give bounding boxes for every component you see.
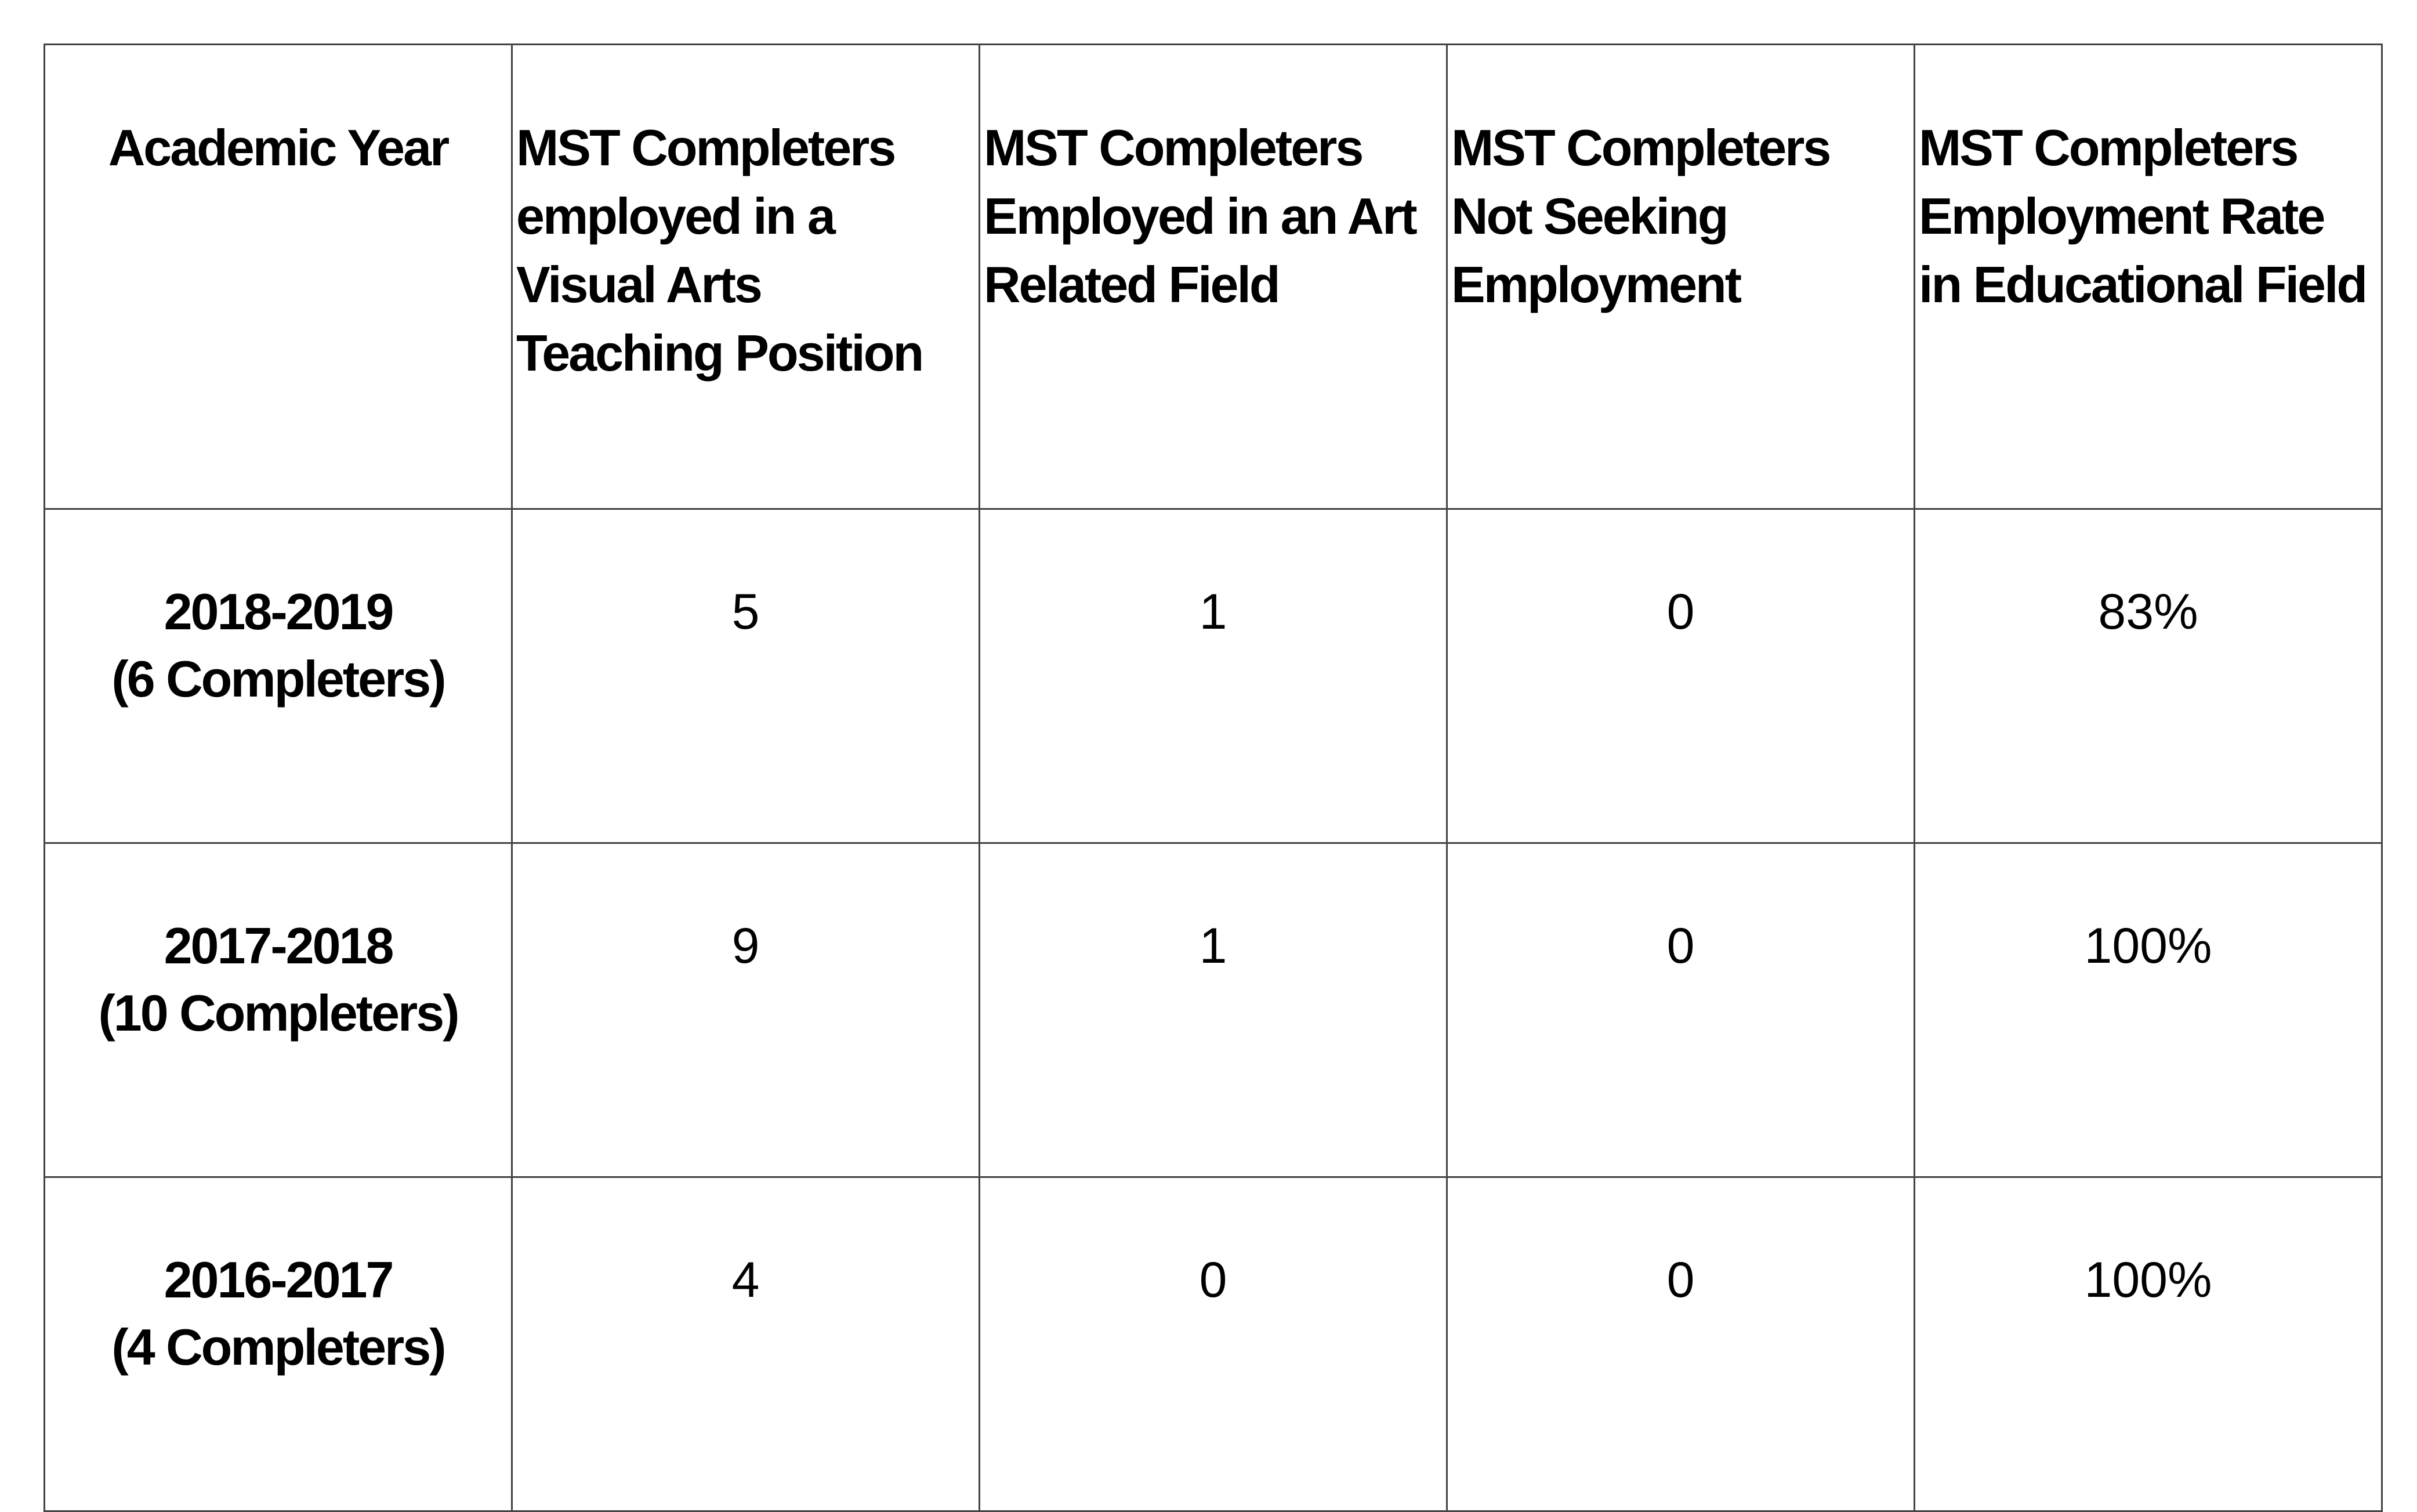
employment-outcomes-table bbox=[44, 43, 2383, 1512]
art-related-field-value: 0 bbox=[980, 1177, 1447, 1511]
header-art-related-field: MST Completers Employed in an Art Related Field bbox=[980, 45, 1447, 509]
academic-year-cell bbox=[45, 843, 512, 1177]
header-row bbox=[45, 45, 2382, 509]
completers-count: (10 Completers) bbox=[98, 984, 458, 1042]
teaching-position-value: 5 bbox=[512, 509, 980, 843]
table-header bbox=[45, 45, 2382, 509]
completers-count: (4 Completers) bbox=[111, 1318, 445, 1376]
table-row bbox=[45, 843, 2382, 1177]
table-row bbox=[45, 1177, 2382, 1511]
header-teaching-position: MST Completers employed in a Visual Arts Teaching Position bbox=[512, 45, 980, 509]
academic-year-cell bbox=[45, 1177, 512, 1511]
employment-rate-value: 83% bbox=[1915, 509, 2382, 843]
teaching-position-value: 4 bbox=[512, 1177, 980, 1511]
not-seeking-employment-value: 0 bbox=[1447, 1177, 1915, 1511]
header-not-seeking-employment: MST Completers Not Seeking Employment bbox=[1447, 45, 1915, 509]
art-related-field-value: 1 bbox=[980, 843, 1447, 1177]
academic-year: 2016-2017 bbox=[164, 1251, 393, 1308]
table-row bbox=[45, 509, 2382, 843]
table-body bbox=[45, 509, 2382, 1511]
header-employment-rate: MST Completers Employment Rate in Educational Field bbox=[1915, 45, 2382, 509]
header-academic-year: Academic Year bbox=[45, 45, 512, 509]
art-related-field-value: 1 bbox=[980, 509, 1447, 843]
not-seeking-employment-value: 0 bbox=[1447, 509, 1915, 843]
academic-year: 2017-2018 bbox=[164, 917, 393, 974]
teaching-position-value: 9 bbox=[512, 843, 980, 1177]
employment-rate-value: 100% bbox=[1915, 1177, 2382, 1511]
academic-year: 2018-2019 bbox=[164, 583, 393, 640]
not-seeking-employment-value: 0 bbox=[1447, 843, 1915, 1177]
employment-rate-value: 100% bbox=[1915, 843, 2382, 1177]
academic-year-cell bbox=[45, 509, 512, 843]
completers-count: (6 Completers) bbox=[111, 650, 445, 708]
